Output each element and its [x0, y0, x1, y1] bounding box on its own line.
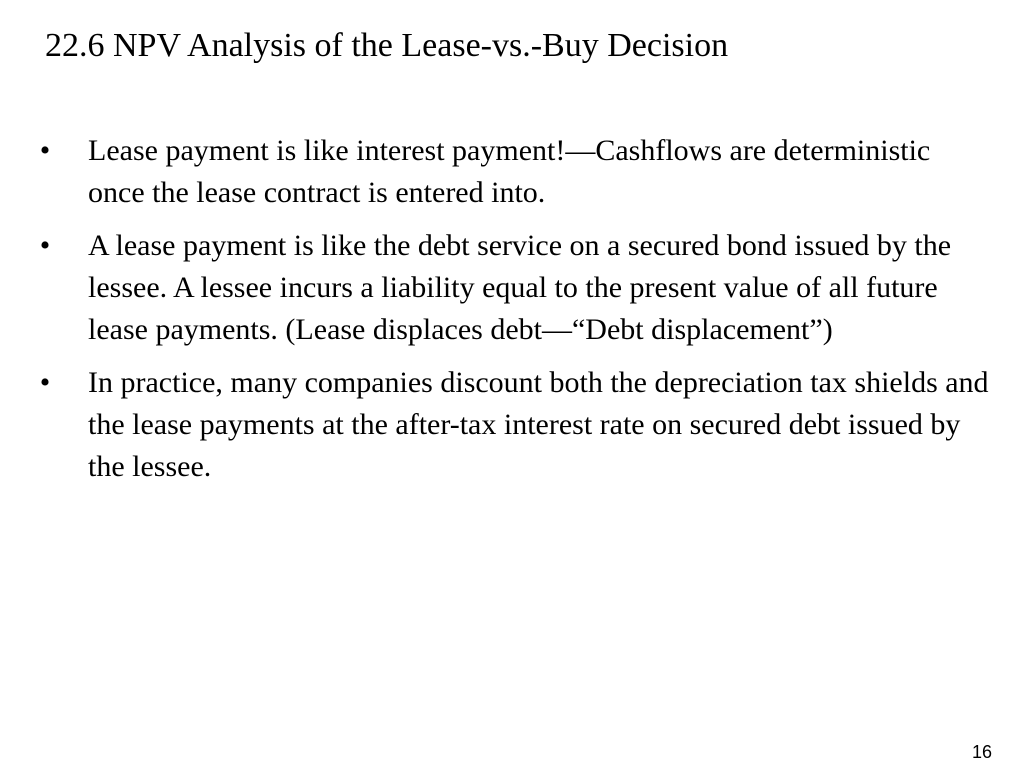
- bullet-list: [30, 130, 990, 499]
- bullet-text: Lease payment is like interest payment!—Cashflows are deterministic once the lease contract is entered into.: [88, 134, 931, 209]
- slide-title: 22.6 NPV Analysis of the Lease-vs.-Buy Decision: [45, 27, 729, 64]
- bullet-marker: •: [39, 366, 51, 399]
- bullet-marker: •: [39, 134, 51, 167]
- bullet-text: In practice, many companies discount both the depreciation tax shields and the lease payments at the after-tax interest rate on secured debt issued by the lessee.: [88, 366, 989, 483]
- bullet-marker: •: [39, 229, 51, 262]
- bullet-item: [30, 362, 990, 488]
- bullet-text: A lease payment is like the debt service on a secured bond issued by the lessee. A lessee incurs a liability equal to the present value of all future lease payments. (Lease displaces debt—“Debt displacement”): [88, 229, 952, 346]
- slide-number: 16: [971, 742, 992, 762]
- bullet-item: [30, 130, 990, 214]
- bullet-item: [30, 225, 990, 351]
